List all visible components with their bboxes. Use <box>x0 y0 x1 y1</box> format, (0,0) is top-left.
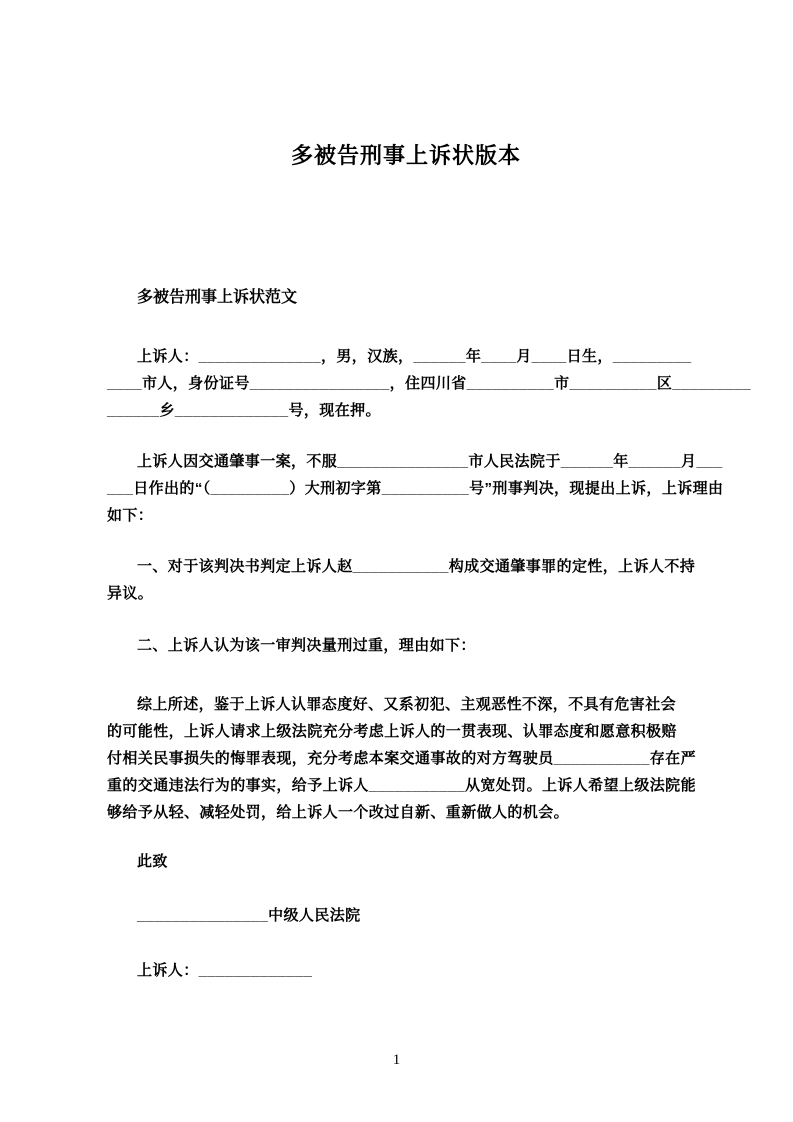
paragraph-point-one <box>107 553 705 607</box>
text-line: 二、上诉人认为该一审判决量刑过重，理由如下： <box>137 637 476 654</box>
section-heading: 多被告刑事上诉状范文 <box>137 289 298 306</box>
paragraph-conclusion <box>107 691 705 826</box>
text-line: 综上所述，鉴于上诉人认罪态度好、又系初犯、主观恶性不深，不具有危害社会 <box>137 696 677 713</box>
text-line: ______乡_____________号，现在押。 <box>107 402 381 419</box>
text-line: 上诉人因交通肇事一案，不服_______________市人民法院于______年______月___ <box>137 453 723 470</box>
text-line: 如下： <box>107 507 154 524</box>
text-line: 够给予从轻、减轻处罚，给上诉人一个改过自新、重新做人的机会。 <box>107 804 570 821</box>
page-number: 1 <box>392 1052 401 1068</box>
text-line: 上诉人：______________，男，汉族，______年____月____日生，_________ <box>137 348 692 365</box>
document-title: 多被告刑事上诉状版本 <box>290 143 521 168</box>
paragraph-point-two <box>107 632 705 659</box>
text-line: 一、对于该判决书判定上诉人赵___________构成交通肇事罪的定性，上诉人不持 <box>137 558 696 575</box>
text-line: 重的交通违法行为的事实，给予上诉人___________从宽处罚。上诉人希望上级法院能 <box>107 777 696 794</box>
paragraph-appellant-info <box>107 343 751 424</box>
text-line: ____市人，身份证号________________，住四川省__________市__________区_________ <box>107 375 751 392</box>
paragraph-case-summary <box>107 448 724 529</box>
text-line: 的可能性，上诉人请求上级法院充分考虑上诉人的一贯表现、认罪态度和愿意积极赔 <box>107 723 677 740</box>
text-line: 付相关民事损失的悔罪表现，充分考虑本案交通事故的对方驾驶员___________存在严 <box>107 750 696 767</box>
closing-salutation: 此致 <box>137 853 168 870</box>
closing-signature-line: 上诉人：_____________ <box>137 962 313 979</box>
closing-court-line: _______________中级人民法院 <box>137 907 361 924</box>
text-line: ___日作出的“（_________）大刑初字第__________号”刑事判决，现提出上诉，上诉理由 <box>107 480 724 497</box>
text-line: 异议。 <box>107 585 154 602</box>
